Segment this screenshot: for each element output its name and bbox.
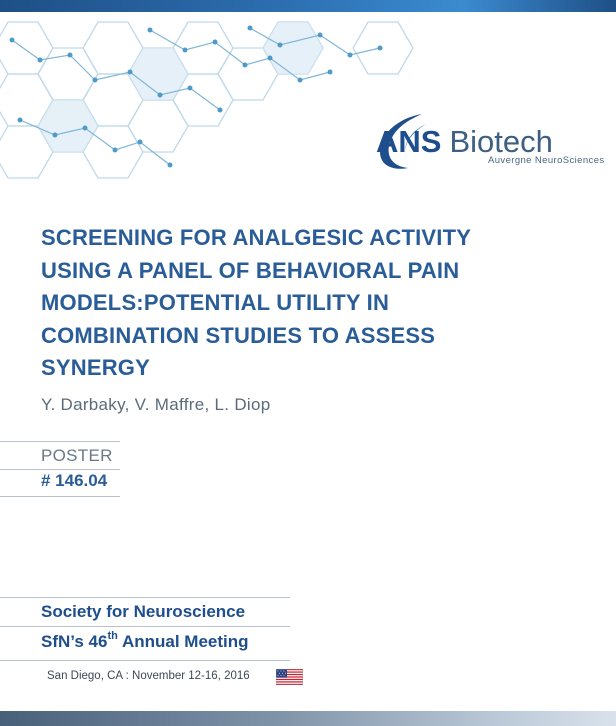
poster-number: # 146.04 bbox=[41, 471, 108, 490]
logo-name-bold: ANS bbox=[376, 124, 442, 159]
meeting-suffix: Annual Meeting bbox=[117, 632, 249, 651]
meeting-ordinal: th bbox=[107, 630, 118, 643]
bottom-banner-bar bbox=[0, 711, 616, 726]
divider bbox=[0, 597, 290, 598]
divider bbox=[0, 469, 120, 470]
divider bbox=[0, 626, 290, 627]
logo-name-rest: Biotech bbox=[449, 124, 553, 159]
logo-subtitle: Auvergne NeuroSciences bbox=[488, 155, 605, 166]
us-flag-icon bbox=[276, 669, 303, 685]
meeting-dates: San Diego, CA : November 12-16, 2016 bbox=[47, 670, 250, 682]
divider bbox=[0, 496, 120, 497]
society-name: Society for Neuroscience bbox=[41, 602, 246, 621]
divider bbox=[0, 441, 120, 442]
meeting-name bbox=[41, 632, 249, 652]
poster-label: POSTER bbox=[41, 446, 113, 465]
meeting-prefix: SfN’s 46 bbox=[41, 632, 108, 651]
poster-title: SCREENING FOR ANALGESIC ACTIVITY USING A PANEL OF BEHAVIORAL PAIN MODELS:POTENTIAL UTILITY IN COMBINATION STUDIES TO ASSESS SYNERGY bbox=[41, 225, 471, 380]
ans-biotech-logo bbox=[376, 108, 608, 174]
divider bbox=[0, 660, 290, 661]
authors: Y. Darbaky, V. Maffre, L. Diop bbox=[41, 395, 271, 414]
logo-wordmark bbox=[376, 126, 608, 157]
